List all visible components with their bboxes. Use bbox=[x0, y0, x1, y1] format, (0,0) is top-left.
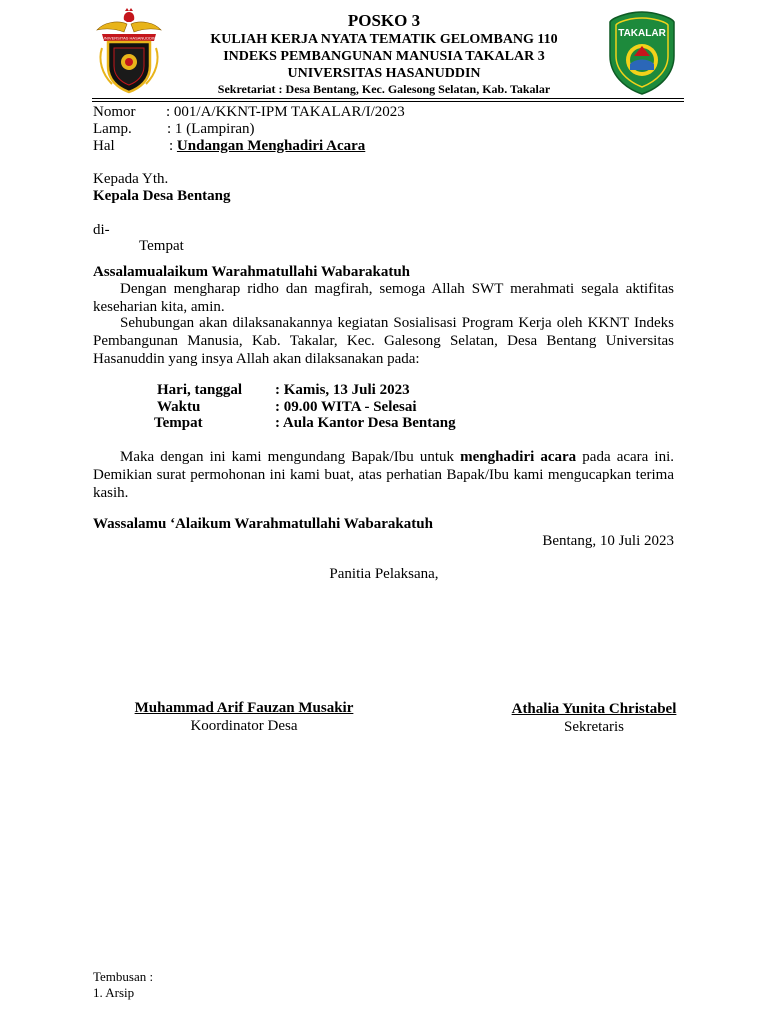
signatory-left-role: Koordinator Desa bbox=[190, 718, 298, 734]
recipient-di: di- bbox=[93, 222, 110, 238]
hal-label: Hal bbox=[93, 138, 115, 154]
paragraph-3 bbox=[93, 448, 674, 502]
svg-text:TAKALAR: TAKALAR bbox=[618, 28, 666, 39]
posko-title: POSKO 3 bbox=[347, 11, 421, 30]
recipient-name: Kepala Desa Bentang bbox=[93, 188, 231, 204]
header-address: Sekretariat : Desa Bentang, Kec. Galesong Selatan, Kab. Takalar bbox=[217, 82, 551, 96]
tembusan-item-1: 1. Arsip bbox=[93, 985, 135, 1000]
header-line-1: KULIAH KERJA NYATA TEMATIK GELOMBANG 110 bbox=[210, 32, 558, 47]
letter-date: Bentang, 10 Juli 2023 bbox=[542, 533, 674, 549]
takalar-logo bbox=[606, 10, 678, 96]
p3-text-post: pada acara ini. Demikian surat permohonan ini kami buat, atas perhatian Bapak/Ibu kami mengucapkan terima kasih. bbox=[93, 449, 674, 501]
detail-label-time: Waktu bbox=[157, 399, 201, 415]
header-rule-thick bbox=[92, 98, 684, 99]
paragraph-2: Sehubungan akan dilaksanakannya kegiatan Sosialisasi Program Kerja oleh KKNT Indeks Pembangunan Manusia, Kab. Takalar, Kec. Galesong Selatan, Desa Bentang Universitas Hasanuddin yang insya Allah akan dilaksanakan pada: bbox=[93, 315, 674, 367]
detail-label-date: Hari, tanggal bbox=[157, 382, 242, 398]
header-line-3: UNIVERSITAS HASANUDDIN bbox=[287, 66, 481, 81]
svg-text:UNIVERSITAS HASANUDDIN: UNIVERSITAS HASANUDDIN bbox=[102, 35, 156, 41]
nomor-value: : 001/A/KKNT-IPM TAKALAR/I/2023 bbox=[166, 104, 405, 120]
detail-value-date: : Kamis, 13 Juli 2023 bbox=[275, 382, 410, 398]
unhas-logo bbox=[94, 8, 164, 96]
salam: Assalamualaikum Warahmatullahi Wabarakatuh bbox=[93, 264, 411, 280]
detail-label-place: Tempat bbox=[154, 415, 203, 431]
nomor-label: Nomor bbox=[93, 104, 136, 120]
hal-field bbox=[169, 137, 365, 155]
detail-value-time: : 09.00 WITA - Selesai bbox=[275, 399, 417, 415]
signatory-right-role: Sekretaris bbox=[564, 719, 624, 735]
hal-colon: : bbox=[169, 138, 177, 154]
recipient-place: Tempat bbox=[139, 238, 184, 254]
paragraph-1: Dengan mengharap ridho dan magfirah, semoga Allah SWT merahmati segala aktifitas keseharian kita, amin. bbox=[93, 281, 674, 315]
p3-text-bold: menghadiri acara bbox=[460, 449, 577, 465]
recipient-greeting: Kepada Yth. bbox=[93, 171, 169, 187]
lamp-label: Lamp. bbox=[93, 121, 132, 137]
tembusan-label: Tembusan : bbox=[93, 969, 154, 984]
committee-label: Panitia Pelaksana, bbox=[329, 566, 439, 582]
lamp-value: : 1 (Lampiran) bbox=[167, 121, 255, 137]
header-rule-thin bbox=[92, 101, 684, 102]
closing-salam: Wassalamu ‘Alaikum Warahmatullahi Wabarakatuh bbox=[93, 516, 433, 532]
signatory-left-name: Muhammad Arif Fauzan Musakir bbox=[134, 700, 354, 716]
header-line-2: INDEKS PEMBANGUNAN MANUSIA TAKALAR 3 bbox=[223, 49, 545, 64]
hal-value: Undangan Menghadiri Acara bbox=[176, 138, 366, 154]
signatory-right-name: Athalia Yunita Christabel bbox=[511, 701, 677, 717]
detail-value-place: : Aula Kantor Desa Bentang bbox=[275, 415, 456, 431]
p3-text-pre: Maka dengan ini kami mengundang Bapak/Ibu untuk bbox=[120, 449, 461, 465]
